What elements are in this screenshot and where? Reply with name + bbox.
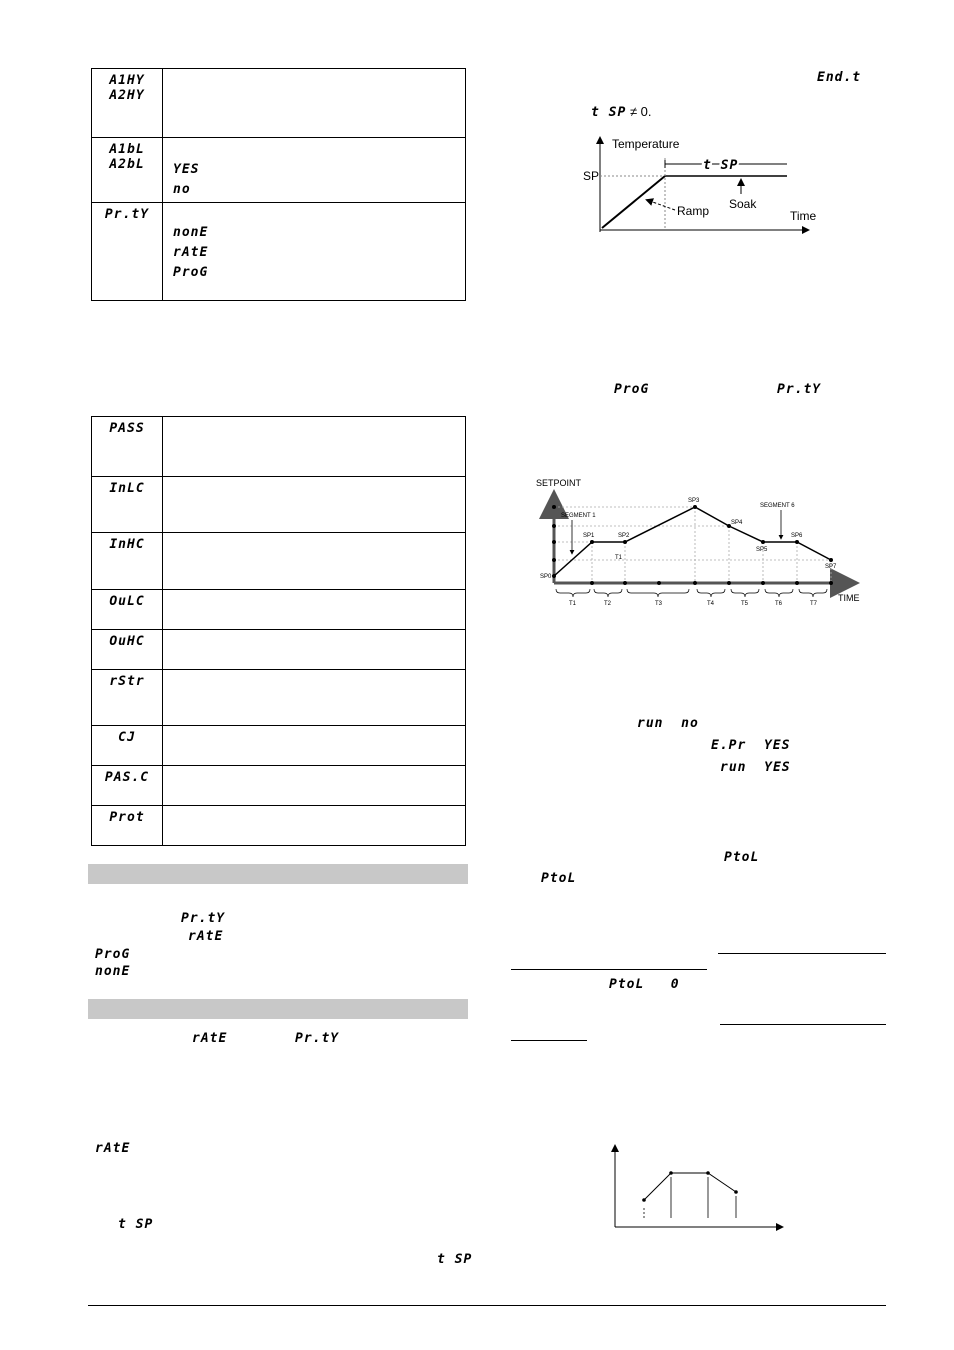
param-option: nonE <box>173 225 209 240</box>
profile-point <box>829 558 833 562</box>
param-description-cell <box>163 766 466 806</box>
inline-code: ProG <box>95 947 131 962</box>
ramp-pointer <box>647 200 675 210</box>
interval-label: T3 <box>655 601 663 607</box>
section-heading-bar <box>88 864 468 884</box>
profile-point <box>642 1198 646 1202</box>
param-code-cell <box>92 726 163 766</box>
inline-code: PtoL 0 <box>609 977 680 992</box>
parameter-table-alarms <box>91 68 466 301</box>
param-code-cell <box>92 766 163 806</box>
footer-rule <box>88 1305 886 1306</box>
soak-label: Soak <box>729 197 757 211</box>
inline-code: rAtE <box>95 1141 131 1156</box>
param-code: PAS.C <box>104 770 150 785</box>
sp-label: SP3 <box>688 498 700 504</box>
interval-label: T4 <box>707 601 715 607</box>
ramp-line <box>602 176 665 228</box>
underline <box>511 969 707 970</box>
param-code: A2bL <box>109 157 145 172</box>
param-code: Pr.tY <box>104 207 150 222</box>
interval-label: T5 <box>741 601 749 607</box>
sp-label: SP1 <box>583 533 595 539</box>
interval-label: T6 <box>775 601 783 607</box>
param-code: A2HY <box>109 88 145 103</box>
interval-braces <box>556 589 827 597</box>
underline <box>720 1024 886 1025</box>
sp-label: SP0 <box>540 574 552 580</box>
inline-code: Pr.tY <box>777 382 822 397</box>
x-axis-label: TIME <box>838 593 860 603</box>
profile-points <box>642 1171 738 1202</box>
inline-code: rAtE <box>188 929 224 944</box>
inline-code: t SP <box>437 1252 473 1267</box>
param-description-cell <box>163 726 466 766</box>
param-code: A1bL <box>109 142 145 157</box>
profile-point <box>623 540 627 544</box>
ramp-soak-diagram <box>575 128 825 243</box>
inline-code: run no <box>637 716 699 731</box>
param-code: OuHC <box>109 634 145 649</box>
param-code-cell <box>92 806 163 846</box>
profile-point <box>590 540 594 544</box>
param-code: rStr <box>109 674 145 689</box>
param-code: Prot <box>109 810 145 825</box>
sp-label: SP7 <box>825 564 837 570</box>
param-description-cell <box>163 806 466 846</box>
param-code-cell <box>92 203 163 301</box>
underline <box>511 1040 587 1041</box>
param-description-cell <box>163 203 466 301</box>
param-code: CJ <box>118 730 136 745</box>
inline-code: run YES <box>720 760 791 775</box>
program-profile-diagram <box>533 474 863 614</box>
segment-label: SEGMENT 6 <box>760 503 795 509</box>
param-description-cell <box>163 69 466 138</box>
inline-code: Pr.tY <box>181 911 226 926</box>
sp-label: SP2 <box>618 533 630 539</box>
param-description-cell <box>163 477 466 533</box>
profile-point <box>552 574 556 578</box>
interval-labels <box>569 601 818 607</box>
profile-point <box>706 1171 710 1175</box>
profile-point <box>669 1171 673 1175</box>
param-code: InHC <box>109 537 145 552</box>
ramp-label: Ramp <box>677 204 710 218</box>
condition-text: ≠ 0. <box>629 104 652 119</box>
param-description-cell <box>163 138 466 203</box>
profile-line <box>644 1173 736 1200</box>
param-code: A1HY <box>109 73 145 88</box>
y-axis-label: SETPOINT <box>536 478 582 488</box>
param-code-cell <box>92 477 163 533</box>
section-heading-bar <box>88 999 468 1019</box>
sp-label: SP6 <box>791 533 803 539</box>
interval-label: T1 <box>615 555 623 561</box>
param-code-cell <box>92 630 163 670</box>
param-description-cell <box>163 590 466 630</box>
param-option: rAtE <box>173 245 209 260</box>
profile-point <box>734 1190 738 1194</box>
y-axis-label: Temperature <box>612 137 680 151</box>
inline-code: t SP <box>118 1217 154 1232</box>
param-code: PASS <box>109 421 145 436</box>
parameter-table-calibration <box>91 416 466 846</box>
tsp-condition <box>591 104 652 120</box>
param-description-cell <box>163 533 466 590</box>
param-code-cell <box>92 590 163 630</box>
param-description-cell <box>163 630 466 670</box>
param-option: no <box>173 182 191 197</box>
profile-sketch-diagram <box>600 1140 790 1235</box>
inline-code: E.Pr YES <box>711 738 791 753</box>
param-code-cell <box>92 69 163 138</box>
sp-label: SP <box>583 169 600 183</box>
inline-code: End.t <box>817 70 862 85</box>
underline <box>718 953 886 954</box>
param-option: YES <box>173 162 200 177</box>
inline-code: rAtE <box>192 1031 228 1046</box>
inline-code: t SP <box>591 105 627 120</box>
profile-point <box>795 540 799 544</box>
param-code-cell <box>92 533 163 590</box>
inline-code: PtoL <box>541 871 577 886</box>
sp-label: SP4 <box>731 520 743 526</box>
interval-label: T7 <box>810 601 818 607</box>
param-code-cell <box>92 670 163 726</box>
profile-point <box>761 540 765 544</box>
param-option: ProG <box>173 265 209 280</box>
inline-code: PtoL <box>724 850 760 865</box>
param-code-cell <box>92 417 163 477</box>
profile-point <box>693 505 697 509</box>
x-axis-label: Time <box>790 209 817 223</box>
inline-code: nonE <box>95 964 131 979</box>
inline-code: Pr.tY <box>295 1031 340 1046</box>
param-description-cell <box>163 417 466 477</box>
tsp-label: t SP <box>703 158 739 173</box>
interval-label: T2 <box>604 601 612 607</box>
interval-label: T1 <box>569 601 577 607</box>
segment-label: SEGMENT 1 <box>561 513 596 519</box>
sp-label: SP5 <box>756 547 768 553</box>
param-code-cell <box>92 138 163 203</box>
param-code: InLC <box>109 481 145 496</box>
param-description-cell <box>163 670 466 726</box>
param-code: OuLC <box>109 594 145 609</box>
inline-code: ProG <box>614 382 650 397</box>
